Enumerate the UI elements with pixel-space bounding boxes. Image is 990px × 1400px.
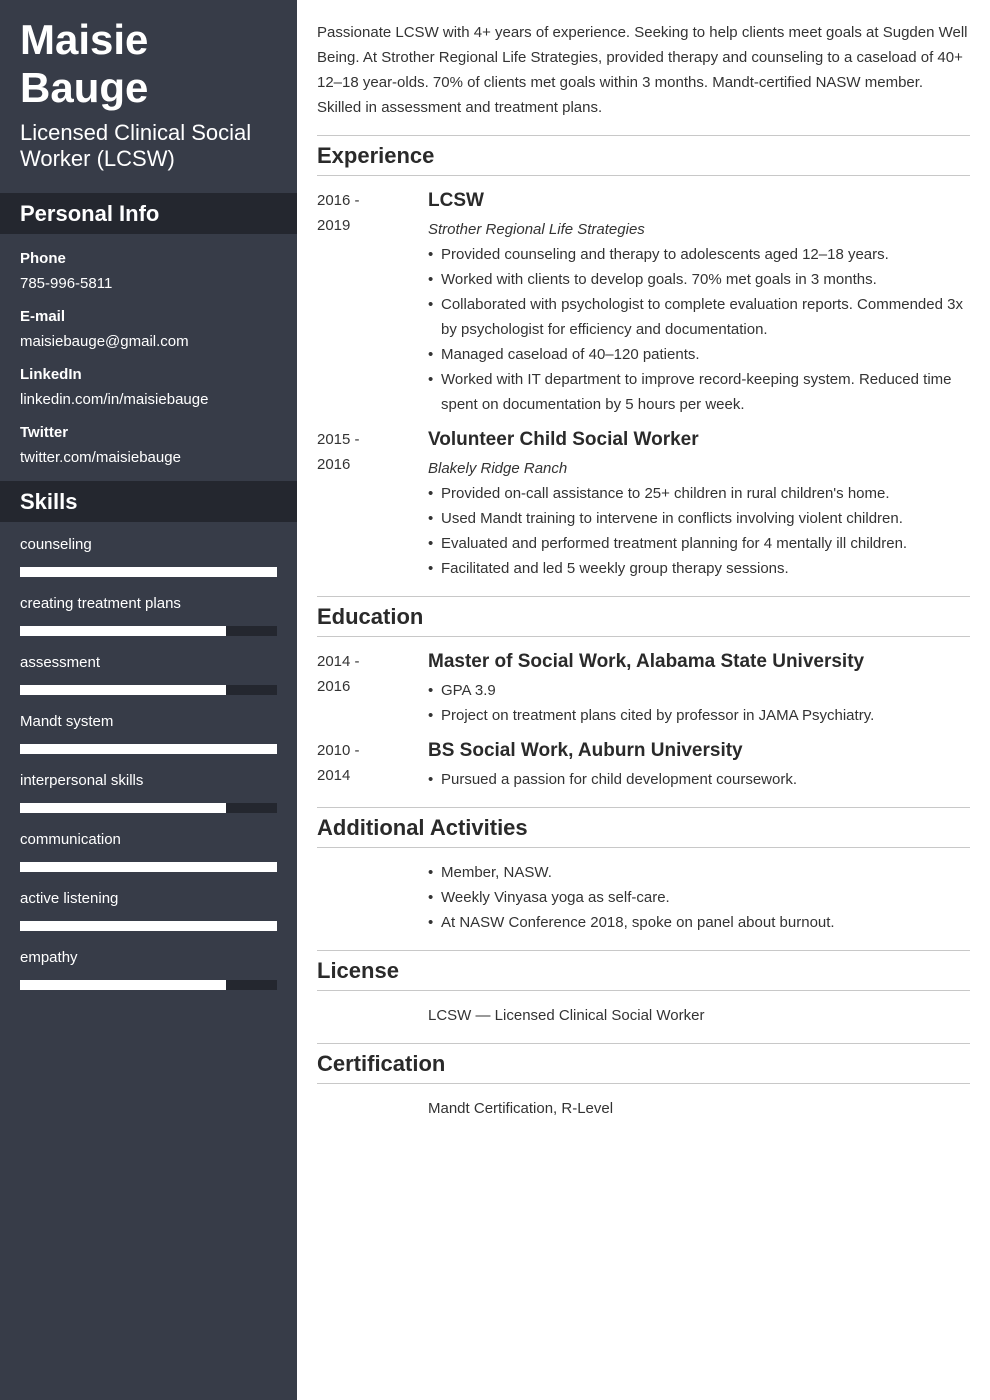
license-heading: License bbox=[317, 951, 970, 991]
skill-item bbox=[20, 709, 277, 768]
skill-bar bbox=[20, 567, 277, 577]
bullet-item: • Project on treatment plans cited by professor in JAMA Psychiatry. bbox=[428, 703, 970, 728]
entry-dates bbox=[317, 738, 428, 792]
job-title: LCSW bbox=[428, 190, 484, 211]
twitter-value[interactable]: twitter.com/maisiebauge bbox=[20, 449, 181, 466]
bullet-list bbox=[428, 860, 970, 935]
job-title: Volunteer Child Social Worker bbox=[428, 429, 699, 450]
skill-name: counseling bbox=[20, 536, 92, 553]
phone-item bbox=[20, 246, 277, 296]
entry-end: 2019 bbox=[317, 217, 351, 234]
certification-text: Mandt Certification, R-Level bbox=[428, 1100, 614, 1117]
entry-dates bbox=[317, 649, 428, 728]
entry-content bbox=[428, 427, 970, 581]
email-value[interactable]: maisiebauge@gmail.com bbox=[20, 333, 189, 350]
bullet-list bbox=[428, 678, 970, 728]
bullet-item: • Provided on-call assistance to 25+ children in rural children's home. bbox=[428, 481, 970, 506]
degree-title: BS Social Work, Auburn University bbox=[428, 740, 743, 761]
entry-start: 2015 - bbox=[317, 431, 360, 448]
bullet-item: • GPA 3.9 bbox=[428, 678, 970, 703]
entry-dates bbox=[317, 188, 428, 417]
phone-value[interactable]: 785-996-5811 bbox=[20, 275, 113, 292]
skill-bar-fill bbox=[20, 921, 277, 931]
experience-entry bbox=[317, 427, 970, 581]
bullet-list bbox=[428, 767, 970, 792]
skill-name: interpersonal skills bbox=[20, 772, 144, 789]
skill-item bbox=[20, 591, 277, 650]
bullet-item: • Worked with IT department to improve record-keeping system. Reduced time spent on documentation by 5 hours per week. bbox=[428, 367, 970, 417]
sidebar bbox=[0, 0, 297, 1400]
entry-content bbox=[428, 649, 970, 728]
bullet-list bbox=[428, 481, 970, 581]
summary-text: Passionate LCSW with 4+ years of experience. Seeking to help clients meet goals at Sugden Well Being. At Strother Regional Life Strategies, provided therapy and counseling to a caseload of 40+ 12–18 year-olds. 70% of clients met goals within 3 months. Mandt-certified NASW member. Skilled in assessment and treatment plans. bbox=[317, 20, 970, 136]
employer-name: Blakely Ridge Ranch bbox=[428, 460, 568, 477]
entry-start: 2010 - bbox=[317, 742, 360, 759]
entry-dates bbox=[317, 427, 428, 581]
personal-info bbox=[0, 234, 297, 470]
candidate-name: Maisie Bauge bbox=[20, 16, 149, 111]
skill-item bbox=[20, 827, 277, 886]
bullet-item: • Weekly Vinyasa yoga as self-care. bbox=[428, 885, 970, 910]
linkedin-value[interactable]: linkedin.com/in/maisiebauge bbox=[20, 391, 209, 408]
main-content bbox=[317, 20, 970, 1136]
skill-bar bbox=[20, 685, 277, 695]
email-label: E-mail bbox=[20, 308, 66, 325]
bullet-item: • Facilitated and led 5 weekly group therapy sessions. bbox=[428, 556, 970, 581]
skill-bar-fill bbox=[20, 626, 226, 636]
skill-name: active listening bbox=[20, 890, 119, 907]
skill-item bbox=[20, 768, 277, 827]
entry-end: 2016 bbox=[317, 456, 351, 473]
entry-content bbox=[428, 188, 970, 417]
candidate-title: Licensed Clinical Social Worker (LCSW) bbox=[20, 120, 252, 171]
skill-bar bbox=[20, 803, 277, 813]
bullet-list bbox=[428, 242, 970, 417]
education-section bbox=[317, 637, 970, 808]
education-heading: Education bbox=[317, 597, 970, 637]
twitter-item bbox=[20, 420, 277, 470]
license-section bbox=[317, 991, 970, 1044]
skill-bar bbox=[20, 862, 277, 872]
entry-end: 2014 bbox=[317, 767, 351, 784]
skill-item bbox=[20, 945, 277, 1004]
linkedin-label: LinkedIn bbox=[20, 366, 82, 383]
license-text: LCSW — Licensed Clinical Social Worker bbox=[428, 1007, 705, 1024]
activities-content bbox=[317, 860, 970, 935]
entry-end: 2016 bbox=[317, 678, 351, 695]
skill-bar bbox=[20, 744, 277, 754]
skill-item bbox=[20, 650, 277, 709]
skill-bar bbox=[20, 626, 277, 636]
skill-item bbox=[20, 532, 277, 591]
bullet-item: • Collaborated with psychologist to complete evaluation reports. Commended 3x by psychologist for efficiency and documentation. bbox=[428, 292, 970, 342]
personal-info-heading: Personal Info bbox=[0, 193, 297, 234]
skill-bar-fill bbox=[20, 567, 277, 577]
skill-name: empathy bbox=[20, 949, 78, 966]
bullet-item: • At NASW Conference 2018, spoke on panel about burnout. bbox=[428, 910, 970, 935]
skills-heading: Skills bbox=[0, 481, 297, 522]
skill-bar-fill bbox=[20, 862, 277, 872]
certification-heading: Certification bbox=[317, 1044, 970, 1084]
activities-heading: Additional Activities bbox=[317, 808, 970, 848]
education-entry bbox=[317, 738, 970, 792]
bullet-item: • Managed caseload of 40–120 patients. bbox=[428, 342, 970, 367]
bullet-item: • Provided counseling and therapy to adolescents aged 12–18 years. bbox=[428, 242, 970, 267]
bullet-item: • Worked with clients to develop goals. 70% met goals in 3 months. bbox=[428, 267, 970, 292]
twitter-label: Twitter bbox=[20, 424, 69, 441]
activities-section bbox=[317, 848, 970, 951]
bullet-item: • Pursued a passion for child development coursework. bbox=[428, 767, 970, 792]
email-item bbox=[20, 304, 277, 354]
skill-name: Mandt system bbox=[20, 713, 114, 730]
phone-label: Phone bbox=[20, 250, 66, 267]
skill-bar-fill bbox=[20, 803, 226, 813]
experience-entry bbox=[317, 188, 970, 417]
bullet-item: • Used Mandt training to intervene in conflicts involving violent children. bbox=[428, 506, 970, 531]
bullet-item: • Member, NASW. bbox=[428, 860, 970, 885]
entry-start: 2014 - bbox=[317, 653, 360, 670]
experience-heading: Experience bbox=[317, 136, 970, 176]
linkedin-item bbox=[20, 362, 277, 412]
skills-list bbox=[0, 522, 297, 1004]
skill-bar-fill bbox=[20, 744, 277, 754]
certification-section bbox=[317, 1084, 970, 1136]
bullet-item: • Evaluated and performed treatment planning for 4 mentally ill children. bbox=[428, 531, 970, 556]
skill-name: assessment bbox=[20, 654, 101, 671]
education-entry bbox=[317, 649, 970, 728]
skill-bar-fill bbox=[20, 980, 226, 990]
skill-bar-fill bbox=[20, 685, 226, 695]
skill-bar bbox=[20, 980, 277, 990]
entry-content bbox=[428, 738, 970, 792]
employer-name: Strother Regional Life Strategies bbox=[428, 221, 645, 238]
entry-start: 2016 - bbox=[317, 192, 360, 209]
skill-bar bbox=[20, 921, 277, 931]
skill-name: communication bbox=[20, 831, 121, 848]
skill-name: creating treatment plans bbox=[20, 595, 181, 612]
skill-item bbox=[20, 886, 277, 945]
experience-section bbox=[317, 176, 970, 597]
degree-title: Master of Social Work, Alabama State University bbox=[428, 651, 865, 672]
